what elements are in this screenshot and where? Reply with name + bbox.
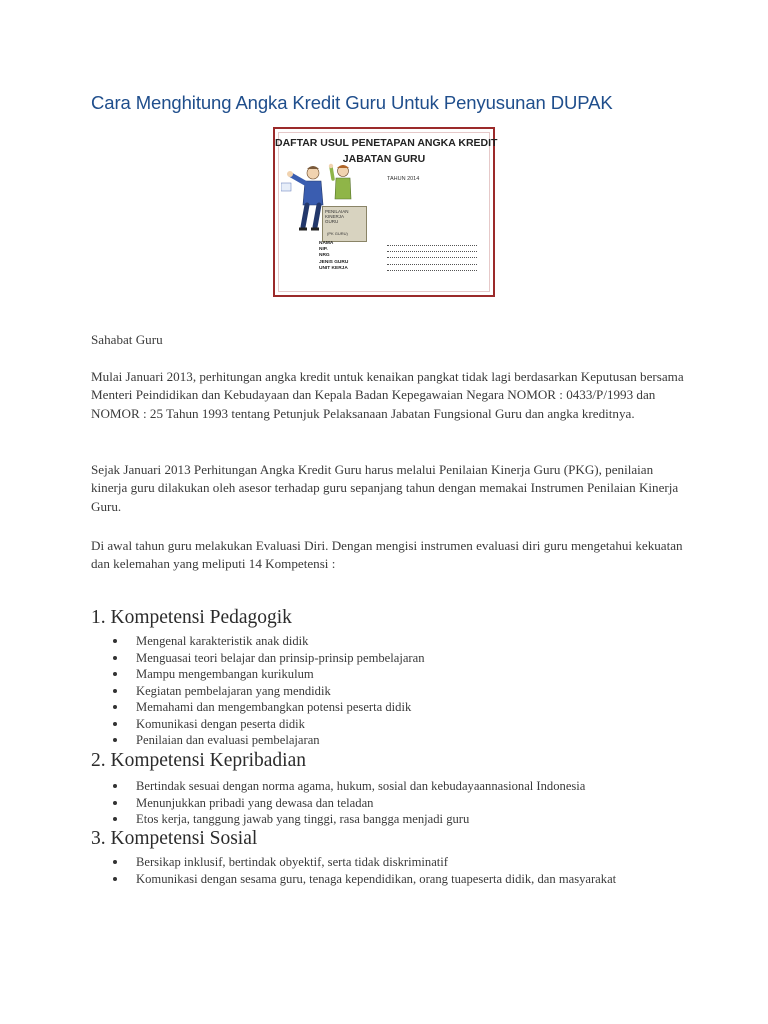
list-item: [91, 666, 681, 683]
list-pedagogik: [91, 633, 681, 749]
cover-image: [273, 127, 498, 297]
list-item-text: Penilaian dan evaluasi pembelajaran: [136, 733, 320, 747]
page-title: Cara Menghitung Angka Kredit Guru Untuk Penyusunan DUPAK: [91, 92, 613, 113]
list-item-text: Menunjukkan pribadi yang dewasa dan teladan: [136, 795, 374, 810]
cover-form-label: NIP.: [319, 247, 328, 253]
list-item: [91, 795, 681, 812]
list-item: [91, 699, 681, 716]
list-item: [91, 811, 681, 828]
cover-form-label: JENIS GURU: [319, 259, 349, 265]
greeting-paragraph: Sahabat Guru: [91, 332, 163, 347]
bullet-icon: [113, 656, 117, 660]
cover-assessment-box: [322, 206, 367, 242]
list-item-text: Komunikasi dengan peserta didik: [136, 716, 305, 731]
bullet-icon: [113, 801, 117, 805]
bullet-icon: [113, 738, 117, 742]
cover-form-dots: [387, 241, 477, 246]
cover-form-dots: [387, 260, 477, 265]
evaluation-paragraph: Di awal tahun guru melakukan Evaluasi Diri. Dengan mengisi instrumen evaluasi diri guru mengetahui kekuatan dan kelemahan yang meliputi 14 Kompetensi :: [91, 538, 683, 572]
cover-box-text: PENILAIAN KINERJA GURU: [325, 209, 349, 225]
cover-form: [319, 241, 477, 272]
cover-form-dots: [387, 266, 477, 271]
cover-form-label: NRG: [319, 253, 330, 259]
list-item: [91, 778, 681, 795]
bullet-icon: [113, 689, 117, 693]
cover-box-subtext: (PK GURU): [327, 231, 348, 236]
cover-form-row: [319, 266, 477, 272]
list-item-text: Memahami dan mengembangkan potensi peserta didik: [136, 700, 412, 714]
list-kepribadian: [91, 778, 681, 828]
cover-form-label: NAMA: [319, 241, 334, 246]
list-item-text: Etos kerja, tanggung jawab yang tinggi, rasa bangga menjadi guru: [136, 812, 470, 826]
bullet-icon: [113, 705, 117, 709]
list-item: [91, 716, 681, 733]
cover-title-line1: DAFTAR USUL PENETAPAN ANGKA KREDIT: [275, 137, 498, 149]
bullet-icon: [113, 784, 117, 788]
cover-title-line2: JABATAN GURU: [342, 153, 426, 165]
list-item-text: Mengenal karakteristik anak didik: [136, 634, 309, 648]
cover-year: TAHUN 2014: [387, 176, 420, 182]
list-item: [91, 650, 681, 667]
list-item-text: Bersikap inklusif, bertindak obyektif, serta tidak diskriminatif: [136, 855, 448, 869]
section-heading-sosial: 3. Kompetensi Sosial: [91, 828, 258, 849]
intro-paragraph: Mulai Januari 2013, perhitungan angka kredit untuk kenaikan pangkat tidak lagi berdasarkan Keputusan bersama Menteri Peindidikan dan Kebudayaan dan Kepala Badan Kepegawaian Negara NOMOR : 0433/P/1993 dan NOMOR : 25 Tahun 1993 tentang Petunjuk Pelaksanaan Jabatan Fungsional Guru dan angka kreditnya.: [91, 369, 684, 421]
list-item: [91, 683, 681, 700]
pkg-paragraph: Sejak Januari 2013 Perhitungan Angka Kredit Guru harus melalui Penilaian Kinerja Guru (PKG), penilaian kinerja guru dilakukan oleh asesor terhadap guru sepanjang tahun dengan memakai Instrumen Penilaian Kinerja Guru.: [91, 462, 679, 514]
cover-form-label: UNIT KERJA: [319, 265, 348, 271]
cover-form-dots: [387, 253, 477, 258]
bullet-icon: [113, 722, 117, 726]
list-sosial: [91, 854, 681, 887]
list-item: [91, 732, 681, 749]
list-item-text: Mampu mengembangan kurikulum: [136, 667, 314, 681]
section-heading-pedagogik: 1. Kompetensi Pedagogik: [91, 607, 292, 628]
list-item-text: Bertindak sesuai dengan norma agama, hukum, sosial dan kebudayaannasional Indonesia: [136, 779, 586, 793]
bullet-icon: [113, 672, 117, 676]
bullet-icon: [113, 639, 117, 643]
bullet-icon: [113, 860, 117, 864]
bullet-icon: [113, 877, 117, 881]
list-item-text: Kegiatan pembelajaran yang mendidik: [136, 683, 331, 698]
list-item: [91, 871, 681, 888]
section-heading-kepribadian: 2. Kompetensi Kepribadian: [91, 750, 306, 771]
list-item-text: Menguasai teori belajar dan prinsip-prinsip pembelajaran: [136, 650, 425, 665]
list-item: [91, 854, 681, 871]
bullet-icon: [113, 817, 117, 821]
list-item: [91, 633, 681, 650]
cover-form-dots: [387, 247, 477, 252]
list-item-text: Komunikasi dengan sesama guru, tenaga kependidikan, orang tuapeserta didik, dan masyarakat: [136, 871, 617, 886]
